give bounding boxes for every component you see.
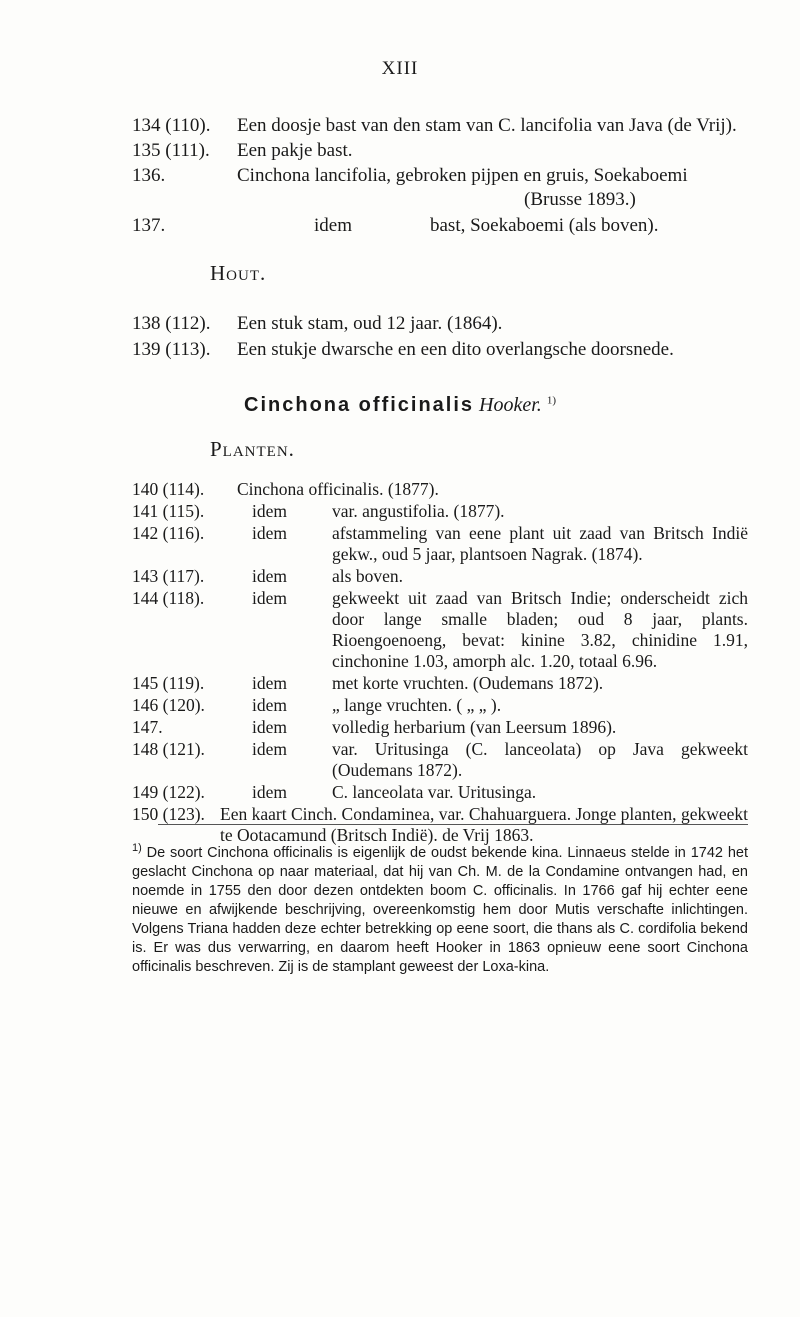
entry-number: 137. [132, 215, 166, 236]
entry-idem: idem [252, 695, 287, 715]
entry-text: var. angustifolia. (1877). [332, 501, 505, 521]
page-number: XIII [381, 58, 419, 79]
entry-text: Cinchona officinalis. (1877). [237, 479, 439, 499]
entry-number: 138 (112). [132, 313, 211, 334]
entry-text: afstammeling van eene plant uit zaad van Britsch Indië gekw., oud 5 jaar, plantsoen Nagrak. (1874). [332, 523, 748, 564]
entry-text: C. lanceolata var. Uritusinga. [332, 782, 537, 802]
entry-text-continued: (Brusse 1893.) [524, 189, 636, 210]
section-heading-hout: Hout. [210, 261, 267, 285]
section-heading-planten: Planten. [210, 437, 295, 461]
entry-text: met korte vruchten. (Oudemans 1872). [332, 673, 604, 693]
entry-text: Een pakje bast. [237, 140, 353, 161]
footnote-reference: 1) [546, 394, 556, 407]
entry-number: 142 (116). [132, 523, 205, 543]
entry-text: als boven. [332, 566, 403, 586]
entry-text: volledig herbarium (van Leersum 1896). [332, 717, 617, 737]
entry-idem: idem [252, 501, 287, 521]
entry-text: Een kaart Cinch. Condaminea, var. Chahuarguera. Jonge planten, gekweekt te Ootacamund (Britsch Indië). de Vrij 1863. [220, 804, 748, 845]
footnote-marker: 1) [132, 842, 142, 854]
entry-number: 140 (114). [132, 479, 205, 499]
entry-number: 135 (111). [132, 140, 210, 161]
entry-text: bast, Soekaboemi (als boven). [430, 215, 659, 236]
entry-number: 146 (120). [132, 695, 205, 715]
entry-idem: idem [252, 782, 287, 802]
entry-text: gekweekt uit zaad van Britsch Indie; onderscheidt zich door lange smalle bladen; oud 8 jaar, plants. Rioengoenoeng, bevat: kinine 3.82, chinidine 1.91, cinchonine 1.03, amorph alc. 1.20, totaal 6.96. [332, 588, 748, 671]
entry-text: Een doosje bast van den stam van C. lancifolia van Java (de Vrij). [237, 115, 737, 136]
footnote [132, 839, 748, 977]
entry-number: 148 (121). [132, 739, 205, 759]
entry-text: Een stuk stam, oud 12 jaar. (1864). [237, 313, 503, 334]
entry-number: 150 (123). [132, 804, 205, 824]
entry-idem: idem [252, 588, 287, 608]
entry-idem: idem [252, 739, 287, 759]
species-author: Hooker. [479, 394, 542, 416]
footnote-text: De soort Cinchona officinalis is eigenlijk de oudst bekende kina. Linnaeus stelde in 1742 het geslacht Cinchona op naar materiaal, dat hij van Ch. M. de la Condamine ontvangen had, en noemde in 1755 den door dezen ontdekten boom C. officinalis. In 1766 gaf hij echter eene nieuwe en afwijkende beschrijving, overeenkomstig hem door Mutis verschafte inlichtingen. Volgens Triana hadden deze echter betrekking op eene soort, die thans als C. cordifolia bekend is. Er was dus verwarring, en daarom heeft Hooker in 1863 opnieuw eene soort Cinchona officinalis beschreven. Zij is de stamplant geweest der Loxa-kina. [132, 844, 748, 975]
entry-number: 134 (110). [132, 115, 211, 136]
entry-number: 144 (118). [132, 588, 205, 608]
entry-text: Een stukje dwarsche en een dito overlangsche doorsnede. [237, 339, 674, 360]
entry-number: 136. [132, 165, 166, 186]
entry-idem: idem [314, 215, 352, 236]
entry-text: „ lange vruchten. ( „ „ ). [332, 695, 502, 715]
entry-idem: idem [252, 717, 287, 737]
entry-number: 141 (115). [132, 501, 205, 521]
entry-number: 145 (119). [132, 673, 205, 693]
entry-idem: idem [252, 566, 287, 586]
entry-number: 139 (113). [132, 339, 211, 360]
species-heading [0, 394, 800, 417]
entry-text: Cinchona lancifolia, gebroken pijpen en gruis, Soekaboemi [237, 165, 688, 186]
list-item [132, 164, 772, 212]
entry-number: 147. [132, 717, 163, 737]
entry-number: 149 (122). [132, 782, 205, 802]
entry-idem: idem [252, 673, 287, 693]
entry-idem: idem [252, 523, 287, 543]
entry-text: var. Uritusinga (C. lanceolata) op Java gekweekt (Oudemans 1872). [332, 739, 748, 780]
entry-number: 143 (117). [132, 566, 205, 586]
species-name: Cinchona officinalis [244, 394, 475, 416]
